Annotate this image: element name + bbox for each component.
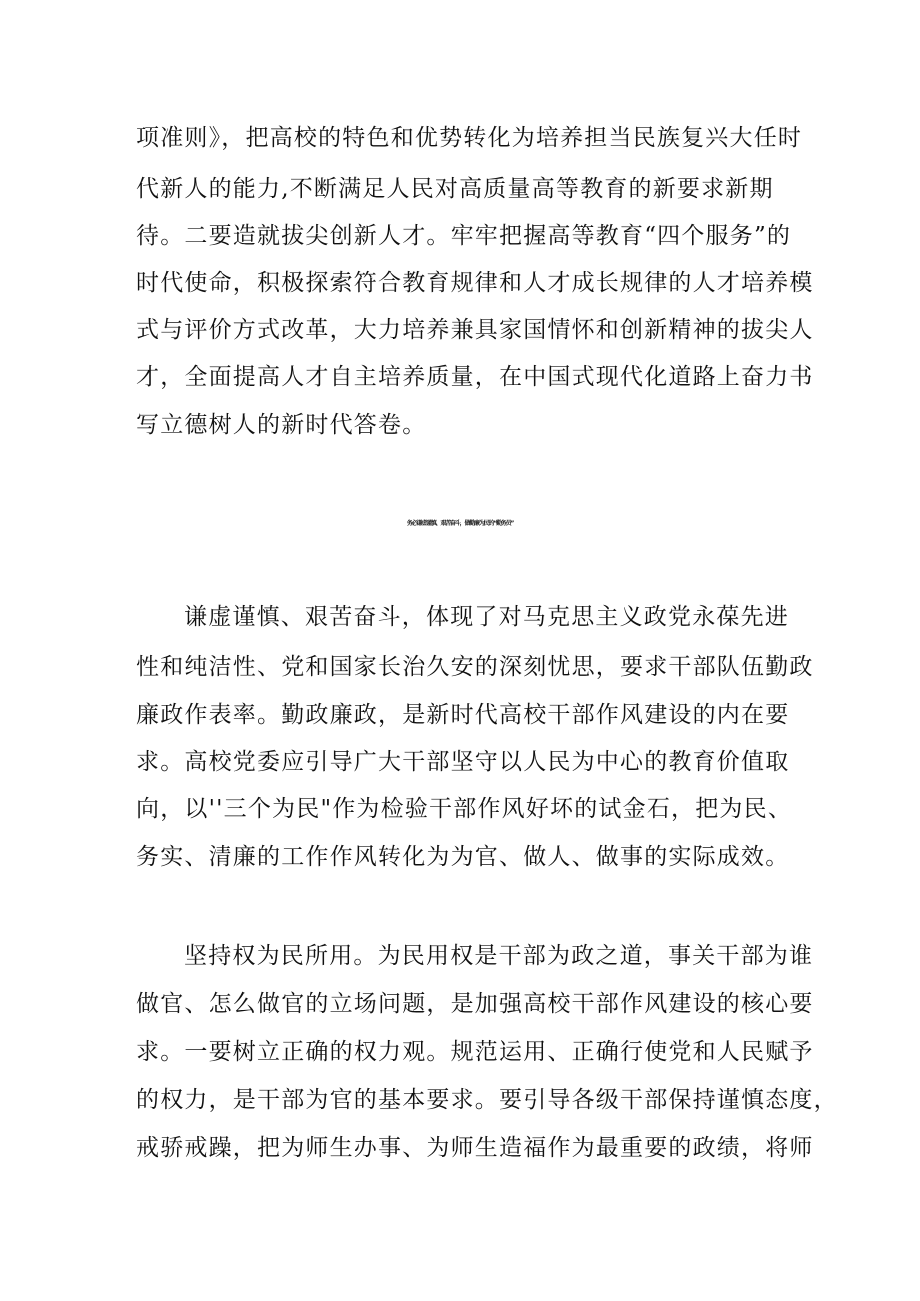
paragraph-2-line-6: 务实、清廉的工作作风转化为为官、做人、做事的实际成效。 [136, 844, 790, 870]
paragraph-2-line-2: 性和纯洁性、党和国家长治久安的深刻忧思，要求干部队伍勤政 [136, 654, 814, 680]
paragraph-3-line-2: 做官、怎么做官的立场问题，是加强高校干部作风建设的核心要 [136, 991, 814, 1017]
paragraph-1-line-1: 项准则》，把高校的特色和优势转化为培养担当民族复兴大任时 [136, 125, 803, 151]
paragraph-2-line-4: 求。高校党委应引导广大干部坚守以人民为中心的教育价值取 [136, 749, 790, 775]
paragraph-1-line-5: 式与评价方式改革，大力培养兼具家国情怀和创新精神的拔尖人 [136, 317, 814, 343]
paragraph-2-line-1: 谦虚谨慎、艰苦奋斗，体现了对马克思主义政党永葆先进 [184, 604, 789, 630]
paragraph-3-line-3: 求。一要树立正确的权力观。规范运用、正确行使党和人民赋予 [136, 1039, 814, 1065]
paragraph-1-line-3: 待。二要造就拔尖创新人才。牢牢把握高等教育“四个服务”的 [136, 223, 792, 249]
paragraph-1-line-2: 代新人的能力,不断满足人民对高质量高等教育的新要求新期 [136, 176, 774, 202]
paragraph-3-line-1: 坚持权为民所用。为民用权是干部为政之道，事关干部为谁 [184, 943, 814, 969]
paragraph-1-line-6: 才，全面提高人才自主培养质量，在中国式现代化道路上奋力书 [136, 364, 814, 390]
paragraph-2-line-3: 廉政作表率。勤政廉政，是新时代高校干部作风建设的内在要 [136, 702, 790, 728]
paragraph-3-line-4: 的权力，是干部为官的基本要求。要引导各级干部保持谨慎态度， [136, 1087, 838, 1113]
paragraph-2-line-5: 向，以''三个为民"作为检验干部作风好坏的试金石，把为民、 [136, 796, 793, 822]
section-heading: 务必谦虚谨慎、艰苦奋斗，做勤廉为民的“勤务员” [406, 520, 514, 527]
paragraph-1-line-4: 时代使命，积极探索符合教育规律和人才成长规律的人才培养模 [136, 270, 814, 296]
paragraph-1-line-7: 写立德树人的新时代答卷。 [136, 412, 427, 438]
paragraph-3-line-5: 戒骄戒躁，把为师生办事、为师生造福作为最重要的政绩，将师 [136, 1135, 814, 1161]
